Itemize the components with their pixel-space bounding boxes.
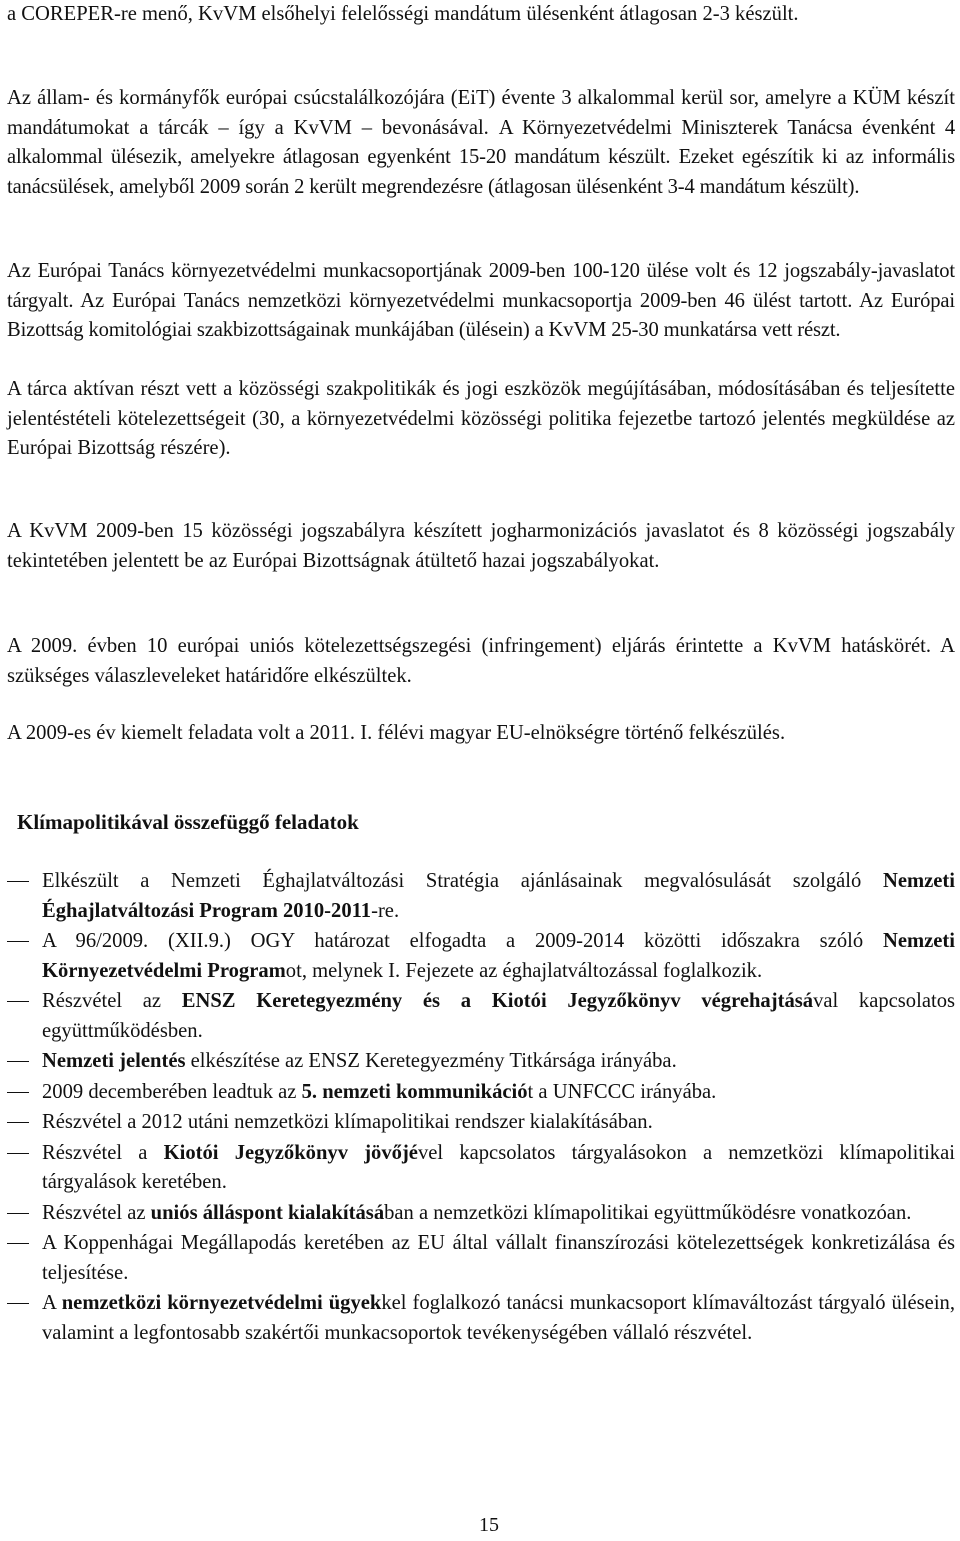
list-item-pre: Részvétel az <box>42 990 182 1012</box>
list-item-post: ot, melynek I. Fejezete az éghajlatváltozással foglalkozik. <box>285 959 763 982</box>
text-eit: Az állam- és kormányfők európai csúcstalálkozójára (EiT) évente 3 alkalommal kerül sor, amelyre a KÜM készít mandátumokat a tárcák – így a KvVM – bevonásával. <box>7 87 955 139</box>
list-item <box>7 867 955 926</box>
dash-bullet-icon <box>7 1213 29 1214</box>
paragraph-eit-and-council <box>7 84 955 202</box>
list-item-post: kel foglalkozó tanácsi munkacsoport klímaváltozást tárgyaló ülésein, valamint a legfontosabb szakértői munkacsoportok tevékenységében vállaló részvétel. <box>42 1292 955 1344</box>
list-item-post: -re. <box>371 899 400 922</box>
dash-bullet-icon <box>7 1061 29 1062</box>
list-item <box>7 1199 955 1229</box>
list-item-bold: uniós álláspont kialakításá <box>150 1201 385 1224</box>
list-item <box>7 1078 955 1108</box>
list-item <box>7 1229 955 1288</box>
paragraph-infringement: A 2009. évben 10 európai uniós kötelezettségszegési (infringement) eljárás érintette a KvVM hatáskörét. A szükséges válaszleveleket határidőre elkészültek. <box>7 635 955 687</box>
list-item <box>7 927 955 986</box>
dash-bullet-icon <box>7 1303 29 1304</box>
list-item-post: elkészítése az ENSZ Keretegyezmény Titkársága irányába. <box>185 1050 677 1072</box>
list-item-bold: Nemzeti Környezetvédelmi Program <box>42 930 955 982</box>
dash-bullet-icon <box>7 1243 29 1244</box>
list-item <box>7 1047 955 1077</box>
list-item <box>7 987 955 1046</box>
list-item-bold: 5. nemzeti kommunikáció <box>301 1080 528 1103</box>
list-item <box>7 1289 955 1348</box>
list-item-pre: Részvétel a 2012 utáni nemzetközi klímapolitikai rendszer kialakításában. <box>42 1111 653 1133</box>
list-item-bold: Nemzeti jelentés <box>42 1050 186 1072</box>
dash-bullet-icon <box>7 941 29 942</box>
list-item-pre: 2009 decemberében leadtuk az <box>42 1080 302 1103</box>
list-item-pre: Részvétel a <box>42 1141 164 1164</box>
list-item-post: vel kapcsolatos tárgyalásokon a nemzetközi klímapolitikai tárgyalások keretében. <box>42 1141 955 1193</box>
dash-bullet-icon <box>7 1122 29 1123</box>
list-item-pre: A Koppenhágai Megállapodás keretében az EU által vállalt finanszírozási kötelezettségek konkretizálása és teljesítése. <box>42 1232 955 1284</box>
paragraph-working-groups: Az Európai Tanács környezetvédelmi munkacsoportjának 2009-ben 100-120 ülése volt és 12 jogszabály-javaslatot tárgyalt. Az Európai Tanács nemzetközi környezetvédelmi munkacsoportja 2009-ben 46 ülést tartott. Az Európai Bizottság komitológiai szakbizottságainak munkájában (ülésein) a KvVM 25-30 munkatársa vett részt. <box>7 260 955 341</box>
dash-bullet-icon <box>7 1092 29 1093</box>
dash-bullet-icon <box>7 1001 29 1002</box>
list-item-bold: Kiotói Jegyzőkönyv jövőjé <box>163 1141 418 1164</box>
list-item <box>7 1139 955 1198</box>
list-item-bold: nemzetközi környezetvédelmi ügyek <box>61 1292 382 1314</box>
list-item-pre: Részvétel az <box>42 1201 151 1224</box>
list-item-pre: A <box>42 1292 62 1314</box>
page-number: 15 <box>479 1514 499 1536</box>
list-item-post: t a UNFCCC irányába. <box>527 1080 717 1103</box>
paragraph-harmonization: A KvVM 2009-ben 15 közösségi jogszabályra készített jogharmonizációs javaslatot és 8 közösségi jogszabály tekintetében jelentett be az Európai Bizottságnak átültető hazai jogszabályokat. <box>7 520 955 572</box>
paragraph-presidency: A 2009-es év kiemelt feladata volt a 2011. I. félévi magyar EU-elnökségre történő felkészülés. <box>7 722 786 744</box>
list-item-post: ban a nemzetközi klímapolitikai együttműködésre vonatkozóan. <box>384 1201 912 1224</box>
list-item-bold: ENSZ Keretegyezmény és a Kiotói Jegyzőkönyv végrehajtásá <box>181 990 814 1012</box>
section-heading: Klímapolitikával összefüggő feladatok <box>17 810 359 834</box>
list-item <box>7 1108 955 1138</box>
text-council: A Környezetvédelmi Miniszterek Tanácsa évenként 4 alkalommal ülésezik, amelyekre átlagosan egyenként 15-20 mandátum készült. Ezeket egészítik ki az informális tanácsülések, amelyből 2009 során 2 került megrendezésre (átlagosan ülésenként 3-4 mandátum készült). <box>7 116 955 198</box>
list-item-bold: Nemzeti Éghajlatváltozási Program 2010-2011 <box>42 870 955 922</box>
list-item-pre: A 96/2009. (XII.9.) OGY határozat elfogadta a 2009-2014 közötti időszakra szóló <box>42 930 883 952</box>
dash-bullet-icon <box>7 881 29 882</box>
paragraph-coreper: a COREPER-re menő, KvVM elsőhelyi felelősségi mandátum ülésenként átlagosan 2-3 készült. <box>7 3 799 25</box>
paragraph-ministry-participation: A tárca aktívan részt vett a közösségi szakpolitikák és jogi eszközök megújításában, módosításában és teljesítette jelentéstételi kötelezettségeit (30, a környezetvédelmi közösségi politika fejezetbe tartozó jelentés megküldése az Európai Bizottság részére). <box>7 378 955 459</box>
list-item-post: val kapcsolatos együttműködésben. <box>42 990 955 1042</box>
list-item-pre: Elkészült a Nemzeti Éghajlatváltozási Stratégia ajánlásainak megvalósulását szolgáló <box>42 870 883 892</box>
dash-bullet-icon <box>7 1153 29 1154</box>
task-list <box>7 867 955 1349</box>
